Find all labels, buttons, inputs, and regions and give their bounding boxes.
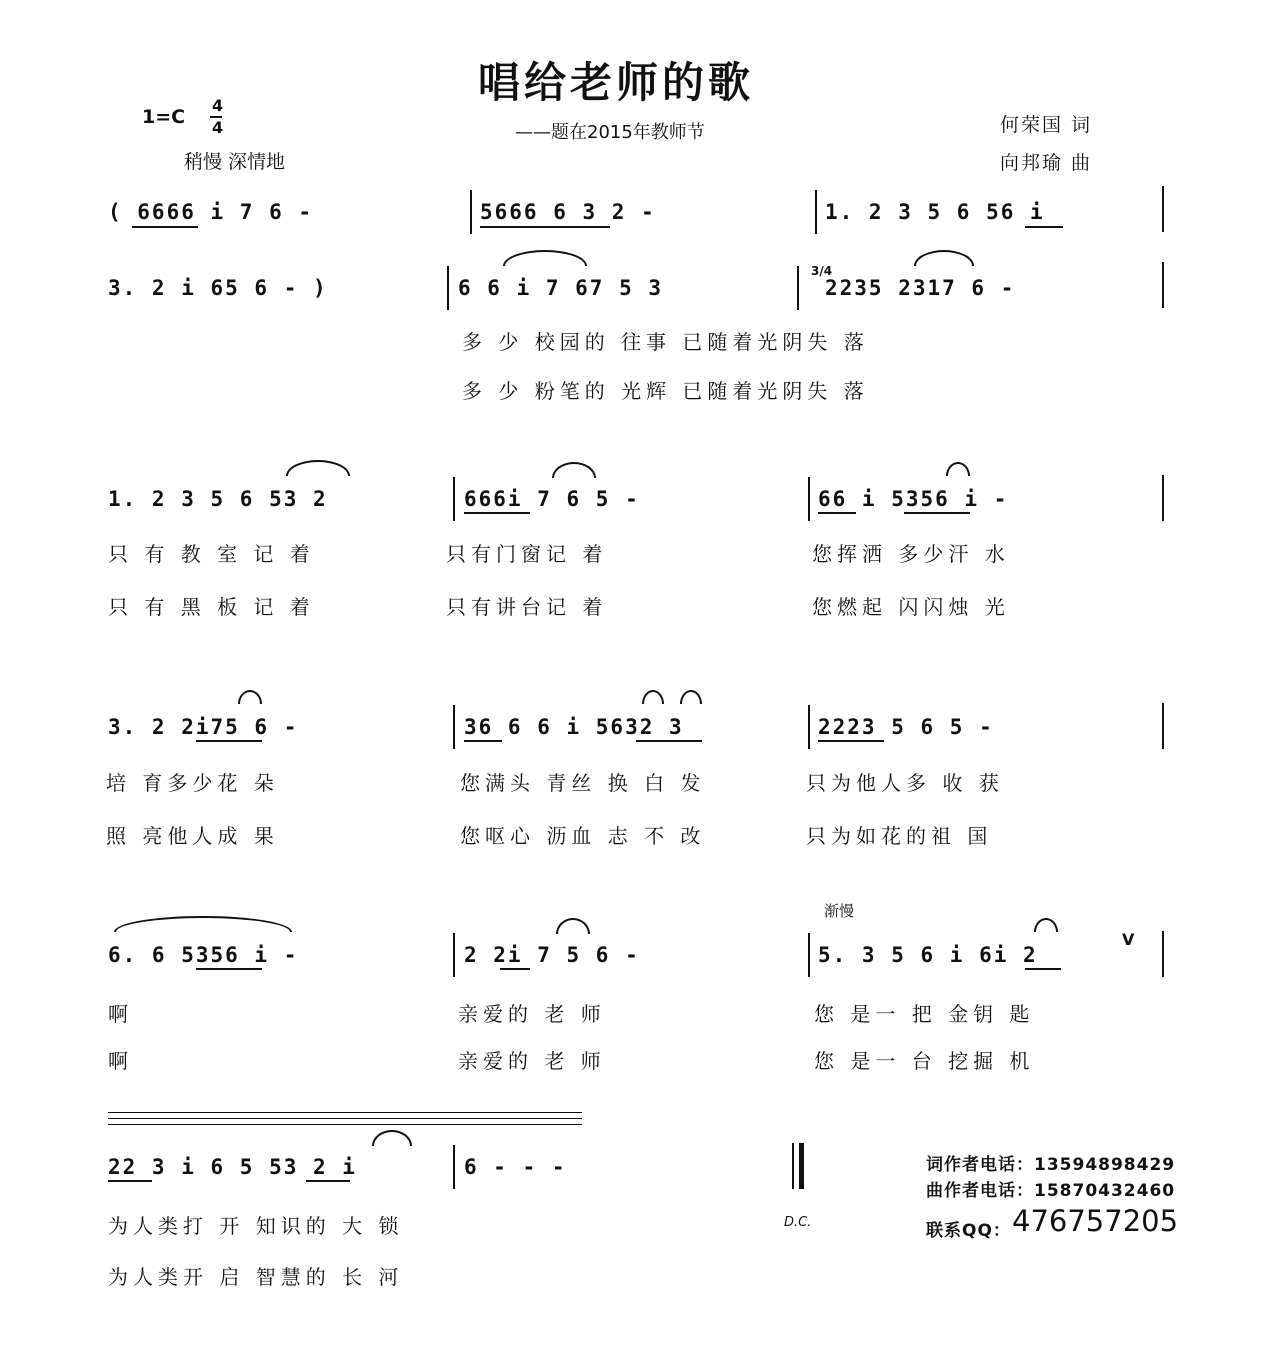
- underline: [464, 512, 530, 514]
- lyricist-phone: 词作者电话：13594898429: [926, 1155, 1176, 1175]
- underline: [464, 740, 502, 742]
- lyric-line: 只有门窗记 着: [446, 542, 608, 566]
- underline: [818, 512, 856, 514]
- qq-label: 联系QQ：: [926, 1221, 1011, 1241]
- lyric-line: 照 亮他人成 果: [106, 824, 279, 848]
- song-title: 唱给老师的歌: [478, 58, 755, 107]
- decorative-line: [108, 1124, 582, 1125]
- bar-line: [808, 933, 810, 977]
- measure-notes: 1. 2 3 5 6 53 2: [108, 487, 328, 511]
- measure-notes: 3. 2 i 65 6 - ): [108, 276, 328, 300]
- lyric-line: 只有讲台记 着: [446, 595, 608, 619]
- underline: [818, 740, 884, 742]
- bar-line: [808, 705, 810, 749]
- bar-line: [815, 190, 817, 234]
- lyric-line: 只为他人多 收 获: [806, 771, 1004, 795]
- final-bar-thin: [792, 1143, 794, 1189]
- lyric-line: 亲爱的 老 师: [458, 1049, 606, 1073]
- fermata-mark: [1034, 918, 1058, 932]
- measure-notes: 2 2i 7 5 6 -: [464, 943, 640, 967]
- bar-line: [470, 190, 472, 234]
- measure-notes: 666i 7 6 5 -: [464, 487, 640, 511]
- measure-notes: 6 - - -: [464, 1155, 567, 1179]
- bar-line: [453, 1145, 455, 1189]
- slur-mark: [114, 916, 292, 932]
- measure-notes: 5666 6 3 2 -: [480, 200, 656, 224]
- time-signature-bottom: 4: [212, 118, 224, 137]
- decorative-line: [108, 1118, 582, 1119]
- underline: [500, 968, 530, 970]
- lyric-line: 为人类打 开 知识的 大 锁: [108, 1214, 404, 1238]
- lyric-line: 您 是一 台 挖掘 机: [814, 1049, 1035, 1073]
- lyric-line: 您燃起 闪闪烛 光: [812, 595, 1010, 619]
- time-signature-top: 4: [212, 96, 224, 115]
- bar-line: [1162, 703, 1164, 749]
- underline: [904, 512, 970, 514]
- underline: [196, 968, 262, 970]
- slur-mark: [503, 250, 587, 266]
- lyric-line: 您呕心 沥血 志 不 改: [460, 824, 706, 848]
- bar-line: [1162, 262, 1164, 308]
- composer-phone: 曲作者电话：15870432460: [926, 1181, 1176, 1201]
- underline: [636, 740, 702, 742]
- lyric-line: 培 育多少花 朵: [106, 771, 279, 795]
- measure-notes: 6 6 i 7 67 5 3: [458, 276, 664, 300]
- final-bar-thick: [799, 1143, 804, 1189]
- measure-notes: 36 6 6 i 5632 3: [464, 715, 684, 739]
- lyric-line: 只 有 黑 板 记 着: [108, 595, 315, 619]
- bar-line: [797, 266, 799, 310]
- composer-credit: 向邦瑜 曲: [1000, 152, 1093, 174]
- lyric-line: 只为如花的祖 国: [806, 824, 993, 848]
- song-subtitle: ——题在2015年教师节: [515, 122, 705, 143]
- measure-notes: 3. 2 2i75 6 -: [108, 715, 299, 739]
- measure-notes: ( 6666 i 7 6 -: [108, 200, 314, 224]
- bar-line: [447, 266, 449, 310]
- lyric-line: 亲爱的 老 师: [458, 1002, 606, 1026]
- measure-notes: 66 i 5356 i -: [818, 487, 1009, 511]
- bar-line: [453, 705, 455, 749]
- underline: [306, 1180, 350, 1182]
- underline: [480, 226, 610, 228]
- lyric-line: 啊: [108, 1049, 133, 1073]
- lyric-line: 多 少 校园的 往事 已随着光阴失 落: [462, 330, 869, 354]
- qq-number: 476757205: [1012, 1204, 1179, 1238]
- slur-mark: [914, 250, 974, 266]
- underline: [196, 740, 262, 742]
- key-signature: 1=C: [142, 106, 186, 128]
- fermata-mark: [642, 690, 664, 704]
- lyric-line: 为人类开 启 智慧的 长 河: [108, 1265, 404, 1289]
- slur-mark: [372, 1130, 412, 1146]
- time-change-mark: 3/4: [811, 264, 833, 278]
- fermata-mark: [238, 690, 262, 704]
- lyric-line: 啊: [108, 1002, 133, 1026]
- fermata-mark: [946, 462, 970, 476]
- underline: [1025, 226, 1063, 228]
- slur-mark: [556, 918, 590, 934]
- ritardando-mark: 渐慢: [824, 902, 855, 920]
- bar-line: [808, 477, 810, 521]
- tempo-marking: 稍慢 深情地: [184, 151, 286, 173]
- lyric-line: 多 少 粉笔的 光辉 已随着光阴失 落: [462, 379, 869, 403]
- underline: [108, 1180, 152, 1182]
- measure-notes: 6. 6 5356 i -: [108, 943, 299, 967]
- lyric-line: 您 是一 把 金钥 匙: [814, 1002, 1035, 1026]
- measure-notes: 22 3 i 6 5 53 2 i: [108, 1155, 357, 1179]
- breath-mark: V: [1122, 930, 1135, 949]
- lyric-line: 您满头 青丝 换 白 发: [460, 771, 706, 795]
- underline: [132, 226, 198, 228]
- measure-notes: 5. 3 5 6 i 6i 2: [818, 943, 1038, 967]
- bar-line: [1162, 931, 1164, 977]
- measure-notes: 2223 5 6 5 -: [818, 715, 994, 739]
- decorative-line: [108, 1112, 582, 1113]
- lyricist-credit: 何荣国 词: [1000, 114, 1093, 136]
- lyric-line: 只 有 教 室 记 着: [108, 542, 315, 566]
- bar-line: [453, 477, 455, 521]
- bar-line: [1162, 186, 1164, 232]
- fermata-mark: [680, 690, 702, 704]
- bar-line: [1162, 475, 1164, 521]
- underline: [1025, 968, 1061, 970]
- measure-notes: 2235 2317 6 -: [825, 276, 1016, 300]
- measure-notes: 1. 2 3 5 6 56 i: [825, 200, 1045, 224]
- lyric-line: 您挥洒 多少汗 水: [812, 542, 1010, 566]
- slur-mark: [552, 462, 596, 478]
- da-capo-mark: D.C.: [784, 1215, 812, 1230]
- bar-line: [453, 933, 455, 977]
- slur-mark: [286, 460, 350, 476]
